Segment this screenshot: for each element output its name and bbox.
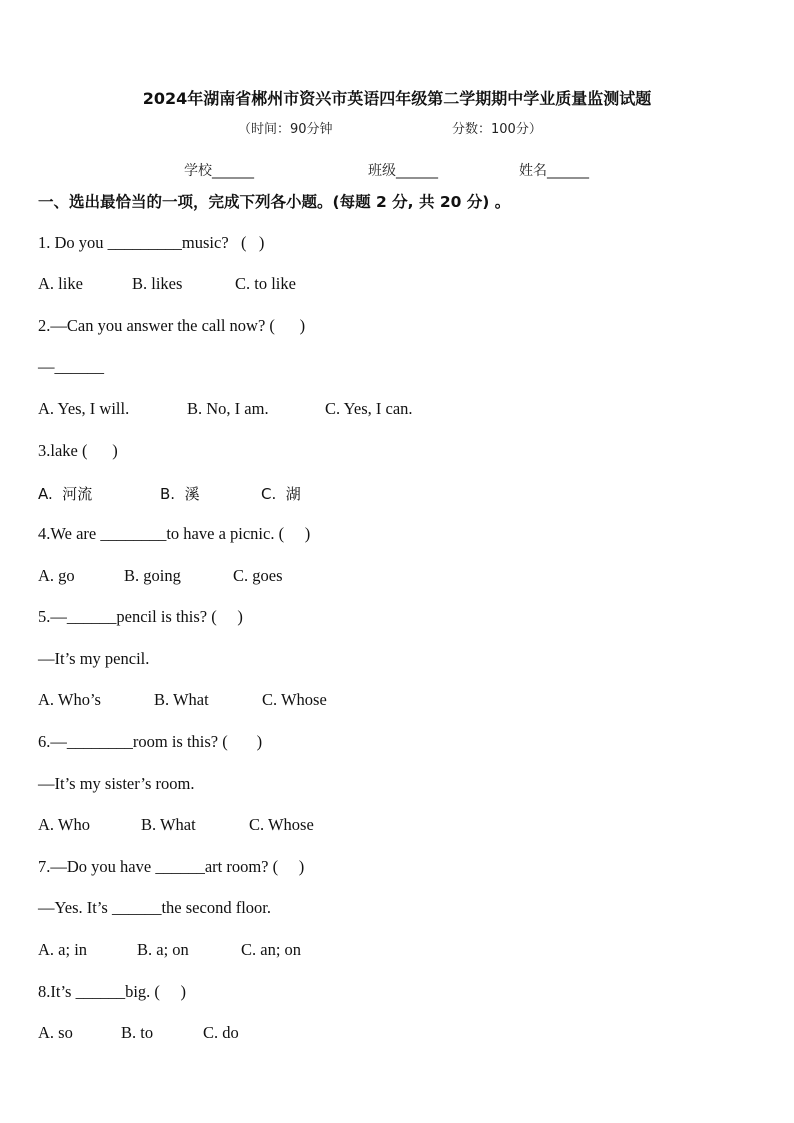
option-c: C. 湖 [261,485,301,503]
option-a: A. 河流 [38,485,93,503]
option-b: B. likes [132,274,183,293]
option-b: B. 溪 [160,485,200,503]
option-a: A. Who [38,815,90,834]
option-a: A. so [38,1023,73,1042]
class-field: 班级______ [368,163,438,179]
school-field: 学校______ [184,163,254,179]
question-stem: 3.lake ( ) [38,441,118,460]
answer-line: —It’s my pencil. [38,649,150,668]
question-stem: 6.—________room is this? ( ) [38,732,263,751]
option-b: B. a; on [137,940,189,959]
option-c: C. Yes, I can. [325,399,413,418]
exam-score: 分数：100分） [452,122,542,137]
option-a: A. Yes, I will. [38,399,130,418]
option-c: C. an; on [241,940,302,959]
option-b: B. to [121,1023,154,1042]
option-b: B. What [154,690,209,709]
option-a: A. like [38,274,83,293]
answer-line: —It’s my sister’s room. [38,774,195,793]
option-b: B. going [124,566,181,585]
question-stem: 4.We are ________to have a picnic. ( ) [38,524,311,543]
question-stem: 7.—Do you have ______art room? ( ) [38,857,305,876]
option-c: C. to like [235,274,296,293]
option-c: C. goes [233,566,283,585]
option-a: A. a; in [38,940,88,959]
question-stem: 8.It’s ______big. ( ) [38,982,187,1001]
question-stem: 1. Do you _________music? ( ) [38,233,265,252]
question-stem: 5.—______pencil is this? ( ) [38,607,243,626]
exam-time: （时间：90分钟 [238,122,333,137]
option-a: A. go [38,566,75,585]
option-a: A. Who’s [38,690,101,709]
question-stem: 2.—Can you answer the call now? ( ) [38,316,306,335]
answer-line: —______ [38,357,104,376]
option-c: C. Whose [262,690,327,709]
answer-line: —Yes. It’s ______the second floor. [38,898,271,917]
name-field: 姓名______ [519,163,589,179]
exam-title: 2024年湖南省郴州市资兴市英语四年级第二学期期中学业质量监测试题 [142,89,652,108]
option-c: C. Whose [249,815,314,834]
section-heading: 一、选出最恰当的一项，完成下列各小题。(每题 2 分, 共 20 分) 。 [38,193,511,211]
option-b: B. No, I am. [187,399,269,418]
option-b: B. What [141,815,196,834]
option-c: C. do [203,1023,239,1042]
